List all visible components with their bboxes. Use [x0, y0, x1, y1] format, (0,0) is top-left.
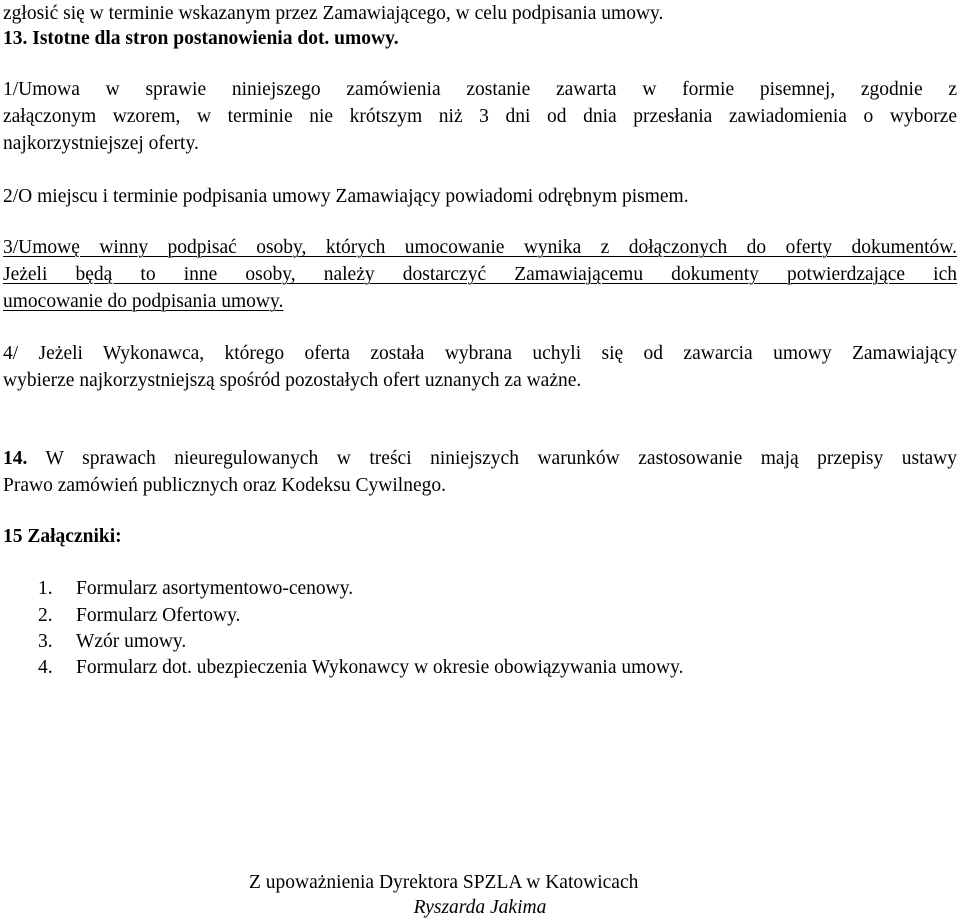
section-14-text: W sprawach nieuregulowanych w treści niniejszych warunków zastosowanie mają przepisy ustawy [27, 448, 957, 469]
section-14-line-2: Prawo zamówień publicznych oraz Kodeksu Cywilnego. [3, 475, 446, 496]
list-item-number: 1. [38, 578, 53, 599]
list-item [38, 656, 683, 680]
section-13-paragraph-2: 2/O miejscu i terminie podpisania umowy Zamawiający powiadomi odrębnym pismem. [3, 186, 689, 207]
section-13-paragraph-1-line-2: załączonym wzorem, w terminie nie krótszym niż 3 dni od dnia przesłania zawiadomienia o wyborze [3, 106, 957, 127]
list-item-number: 4. [38, 657, 53, 678]
intro-text-line: zgłosić się w terminie wskazanym przez Zamawiającego, w celu podpisania umowy. [3, 3, 664, 24]
signature-authorization: Z upoważnienia Dyrektora SPZLA w Katowicach [249, 872, 639, 893]
section-13-paragraph-4-line-2: wybierze najkorzystniejszą spośród pozostałych ofert uznanych za ważne. [3, 370, 582, 391]
signature-name-text: Ryszarda Jakima [413, 897, 547, 918]
section-13-paragraph-1-line-1: 1/Umowa w sprawie niniejszego zamówienia zostanie zawarta w formie pisemnej, zgodnie z [3, 79, 957, 100]
list-item [38, 630, 186, 654]
list-item [38, 577, 353, 601]
list-item-label: Wzór umowy. [76, 631, 187, 652]
section-13-heading: 13. Istotne dla stron postanowienia dot. umowy. [3, 28, 399, 49]
section-13-paragraph-3-line-1: 3/Umowę winny podpisać osoby, których umocowanie wynika z dołączonych do oferty dokumentów. [3, 237, 957, 258]
section-15-heading: 15 Załączniki: [3, 526, 122, 547]
list-item [38, 604, 240, 628]
section-14-number: 14. [3, 448, 28, 469]
signature-name [0, 896, 960, 920]
section-13-paragraph-3-line-3: umocowanie do podpisania umowy. [3, 291, 284, 312]
section-13-paragraph-4-line-1: 4/ Jeżeli Wykonawca, którego oferta została wybrana uchyli się od zawarcia umowy Zamawiający [3, 343, 957, 364]
list-item-label: Formularz dot. ubezpieczenia Wykonawcy w okresie obowiązywania umowy. [76, 657, 684, 678]
section-14-line-1 [3, 447, 957, 471]
list-item-label: Formularz asortymentowo-cenowy. [76, 578, 354, 599]
section-13-paragraph-1-line-3: najkorzystniejszej oferty. [3, 133, 199, 154]
section-13-paragraph-3-line-2: Jeżeli będą to inne osoby, należy dostarczyć Zamawiającemu dokumenty potwierdzające ich [3, 264, 957, 285]
list-item-label: Formularz Ofertowy. [76, 605, 241, 626]
list-item-number: 2. [38, 605, 53, 626]
list-item-number: 3. [38, 631, 53, 652]
